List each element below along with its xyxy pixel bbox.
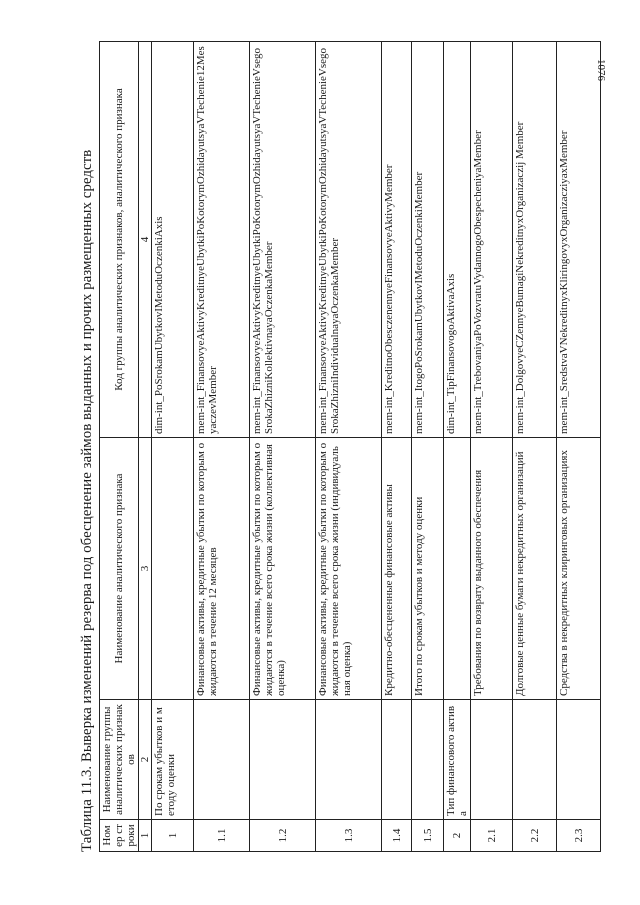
group-name [316,700,382,820]
column-number-row [139,42,152,852]
row-number: 1.1 [194,820,250,852]
table-row [412,42,444,852]
attribute-name: Кредитно-обесцененные финансовые активы [382,438,412,700]
attribute-code: mem-int_DolgovyeCZennyeBumagiNekreditnyxOrganizaczij Member [513,42,557,438]
header-row-number: Номер строки [100,820,139,852]
table-row [557,42,601,852]
attribute-name: Средства в некредитных клиринговых организациях [557,438,601,700]
attribute-name: Долговые ценные бумаги некредитных организаций [513,438,557,700]
row-number: 2.1 [471,820,513,852]
attribute-name: Финансовые активы, кредитные убытки по которым ожидаются в течение всего срока жизни (коллективная оценка) [250,438,316,700]
group-name [382,700,412,820]
column-number: 2 [139,700,152,820]
header-row [100,42,139,852]
row-number: 2.3 [557,820,601,852]
page-number: 1076 [595,59,607,81]
attribute-code: mem-int_SredstvaVNekreditnyxKliringovyxOrganizacziyaxMember [557,42,601,438]
rotated-sheet [75,42,585,852]
row-number: 1.2 [250,820,316,852]
attribute-code: mem-int_TrebovaniyaPoVozvratuVydannogoObespecheniyaMember [471,42,513,438]
attribute-name [152,438,194,700]
attribute-name: Требования по возврату выданного обеспечения [471,438,513,700]
header-code: Код группы аналитических признаков, аналитического признака [100,42,139,438]
table-caption: Таблица 11.3. Выверка изменений резерва под обесценение займов выданных и прочих размещенных средств [79,149,95,852]
attribute-name: Финансовые активы, кредитные убытки по которым ожидаются в течение 12 месяцев [194,438,250,700]
attribute-name: Финансовые активы, кредитные убытки по которым ожидаются в течение всего срока жизни (индивидуальная оценка) [316,438,382,700]
table-row [152,42,194,852]
group-name [557,700,601,820]
column-number: 1 [139,820,152,852]
column-number: 3 [139,438,152,700]
column-number: 4 [139,42,152,438]
table-row [382,42,412,852]
row-number: 1.5 [412,820,444,852]
group-name: Тип финансового актива [444,700,471,820]
table-row [444,42,471,852]
attribute-name [444,438,471,700]
table-row [250,42,316,852]
attribute-name: Итого по срокам убытков и методу оценки [412,438,444,700]
table-row [513,42,557,852]
attribute-code: mem-int_FinansovyeAktivyKreditnyeUbytkiPoKotorymOzhidayutsyaVTechenie12MesyaczevMember [194,42,250,438]
table-row [471,42,513,852]
group-name [513,700,557,820]
attribute-code: mem-int_ItogoPoSrokamUbytkovIMetoduOczenkiMember [412,42,444,438]
sheet-content [75,42,585,852]
attribute-code: mem-int_FinansovyeAktivyKreditnyeUbytkiPoKotorymOzhidayutsyaVTechenieVsegoSrokaZhizniIndividualnayaOczenkaMember [316,42,382,438]
group-name [471,700,513,820]
attribute-code: dim-int_PoSrokamUbytkovIMetoduOczenkiAxis [152,42,194,438]
row-number: 1 [152,820,194,852]
attribute-code: dim-int_TipFinansovogoAktivaAxis [444,42,471,438]
reconciliation-table [99,41,601,852]
group-name [250,700,316,820]
attribute-code: mem-int_FinansovyeAktivyKreditnyeUbytkiPoKotorymOzhidayutsyaVTechenieVsegoSrokaZhizniKollektivnayaOczenkaMember [250,42,316,438]
group-name [412,700,444,820]
group-name: По срокам убытков и методу оценки [152,700,194,820]
table-row [316,42,382,852]
row-number: 1.3 [316,820,382,852]
header-attribute-name: Наименование аналитического признака [100,438,139,700]
table-row [194,42,250,852]
attribute-code: mem-int_KreditnoObesczenennyeFinansovyeAktivyMember [382,42,412,438]
row-number: 2.2 [513,820,557,852]
row-number: 1.4 [382,820,412,852]
group-name [194,700,250,820]
header-group-name: Наименование группы аналитических признаков [100,700,139,820]
row-number: 2 [444,820,471,852]
